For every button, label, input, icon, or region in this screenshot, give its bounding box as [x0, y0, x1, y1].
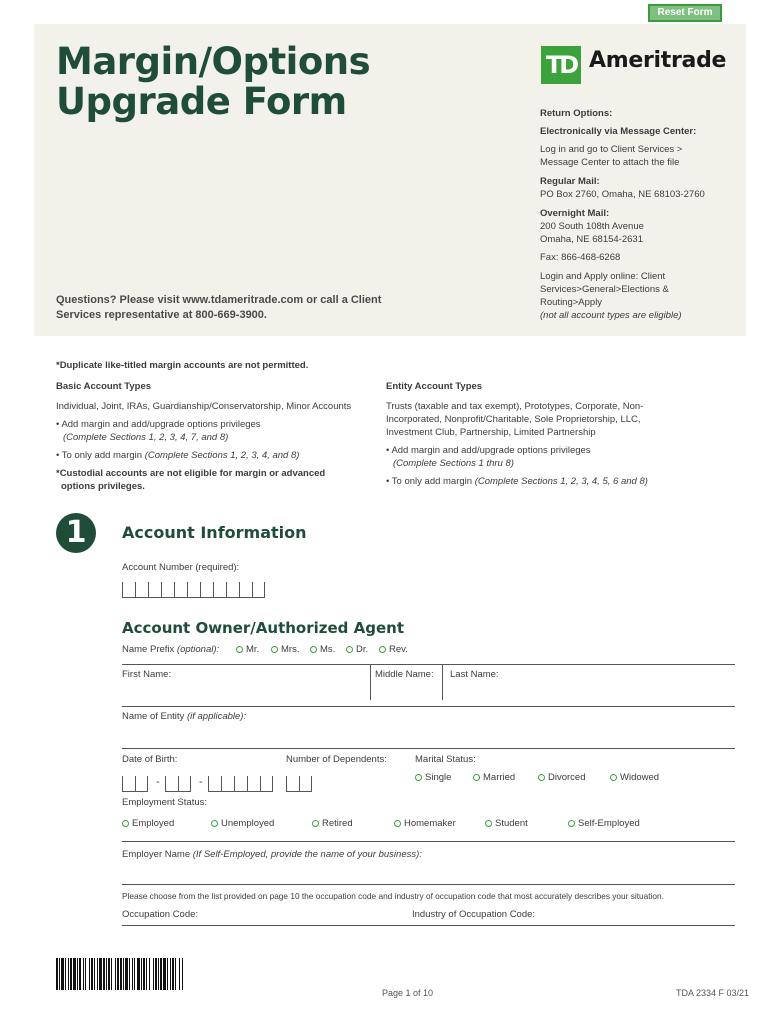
electronic-label: Electronically via Message Center: [540, 126, 697, 137]
divider [122, 884, 735, 885]
divider [122, 841, 735, 842]
duplicate-note: *Duplicate like-titled margin accounts are not permitted. [56, 360, 309, 371]
employment-homemaker-radio[interactable]: Homemaker [394, 818, 456, 829]
divider [122, 925, 735, 926]
occupation-instructions: Please choose from the list provided on page 10 the occupation code and industry of occupation code that most accurately describes your situation. [122, 891, 664, 901]
employment-employed-radio[interactable]: Employed [122, 818, 174, 829]
title-line-2: Upgrade Form [56, 80, 347, 123]
first-name-label: First Name: [122, 669, 172, 680]
employment-unemployed-radio[interactable]: Unemployed [211, 818, 274, 829]
marital-divorced-radio[interactable]: Divorced [538, 772, 586, 783]
form-id: TDA 2334 F 03/21 [676, 988, 750, 998]
overnight-mail: Overnight Mail: 200 South 108th Avenue Omaha, NE 68154-2631 [540, 208, 644, 245]
marital-single-radio[interactable]: Single [415, 772, 451, 783]
basic-account-types: Basic Account Types Individual, Joint, IRAs, Guardianship/Conservatorship, Minor Accounts • Add margin and add/upgrade options privileges (Complete Sections 1, 2, 3, 4, 7, and 8) • To only add margin (Complete Sections 1, 2, 3, 4, and 8) *Custodial accounts are not eligible for margin or advanced options privileges. [56, 381, 352, 492]
account-number-input[interactable] [122, 582, 265, 598]
electronic-text: Log in and go to Client Services > Message Center to attach the file [540, 144, 683, 168]
middle-name-label: Middle Name: [375, 669, 434, 680]
regular-mail: Regular Mail: PO Box 2760, Omaha, NE 68103-2760 [540, 176, 705, 200]
last-name-field[interactable] [443, 682, 735, 700]
page-number: Page 1 of 10 [382, 988, 434, 998]
employment-status-label: Employment Status: [122, 797, 208, 808]
prefix-mrs-radio[interactable]: Mrs. [271, 644, 299, 655]
occupation-code-label: Occupation Code: [122, 909, 199, 920]
divider [122, 748, 735, 749]
marital-status-label: Marital Status: [415, 754, 476, 765]
prefix-dr-radio[interactable]: Dr. [346, 644, 368, 655]
dob-day-input[interactable] [165, 776, 191, 792]
title-line-1: Margin/Options [56, 40, 371, 83]
industry-code-label: Industry of Occupation Code: [412, 909, 536, 920]
employment-student-radio[interactable]: Student [485, 818, 528, 829]
industry-code-field[interactable] [546, 907, 735, 925]
fax-number: Fax: 866-468-6268 [540, 252, 621, 263]
divider [122, 664, 735, 665]
barcode-icon [56, 958, 258, 990]
marital-married-radio[interactable]: Married [473, 772, 515, 783]
middle-name-field[interactable] [371, 682, 442, 700]
occupation-code-field[interactable] [205, 907, 405, 925]
employer-name-field[interactable] [122, 862, 735, 884]
td-logo-icon: TD [541, 46, 581, 84]
dependents-input[interactable] [286, 776, 312, 792]
marital-widowed-radio[interactable]: Widowed [610, 772, 659, 783]
account-owner-heading: Account Owner/Authorized Agent [122, 619, 404, 637]
prefix-ms-radio[interactable]: Ms. [310, 644, 335, 655]
dob-year-input[interactable] [208, 776, 273, 792]
employer-name-label: Employer Name (If Self-Employed, provide the name of your business): [122, 849, 422, 860]
page-title [56, 42, 416, 122]
dob-month-input[interactable] [122, 776, 148, 792]
dob-label: Date of Birth: [122, 754, 178, 765]
dob-separator: - [156, 776, 160, 788]
dob-separator: - [199, 776, 203, 788]
online-apply: Login and Apply online: Client Services>General>Elections & Routing>Apply (not all account types are eligible) [540, 271, 682, 321]
logo-text: Ameritrade [589, 48, 727, 73]
entity-name-label: Name of Entity (if applicable): [122, 711, 247, 722]
return-options-label: Return Options: [540, 108, 613, 119]
section-1-number: 1 [56, 513, 96, 553]
prefix-mr-radio[interactable]: Mr. [236, 644, 259, 655]
questions-contact: Questions? Please visit www.tdameritrade.com or call a Client Services representative at 800-669-3900. [56, 294, 382, 321]
reset-form-button[interactable]: Reset Form [648, 4, 722, 22]
dependents-label: Number of Dependents: [286, 754, 387, 765]
entity-account-types: Entity Account Types Trusts (taxable and tax exempt), Prototypes, Corporate, Non- Incorporated, Nonprofit/Charitable, Sole Proprietorship, LLC, Investment Club, Partnership, Limited Partnership • Add margin and add/upgrade options privileges (Complete Sections 1 thru 8) • To only add margin (Complete Sections 1, 2, 3, 4, 5, 6 and 8) [386, 381, 648, 487]
last-name-label: Last Name: [450, 669, 499, 680]
prefix-rev-radio[interactable]: Rev. [379, 644, 408, 655]
first-name-field[interactable] [122, 682, 370, 700]
account-number-label: Account Number (required): [122, 562, 240, 573]
account-information-heading: Account Information [122, 523, 307, 542]
name-prefix-label: Name Prefix (optional): [122, 644, 220, 655]
employment-self-employed-radio[interactable]: Self-Employed [568, 818, 640, 829]
employment-retired-radio[interactable]: Retired [312, 818, 353, 829]
divider [122, 706, 735, 707]
entity-name-field[interactable] [122, 724, 735, 748]
